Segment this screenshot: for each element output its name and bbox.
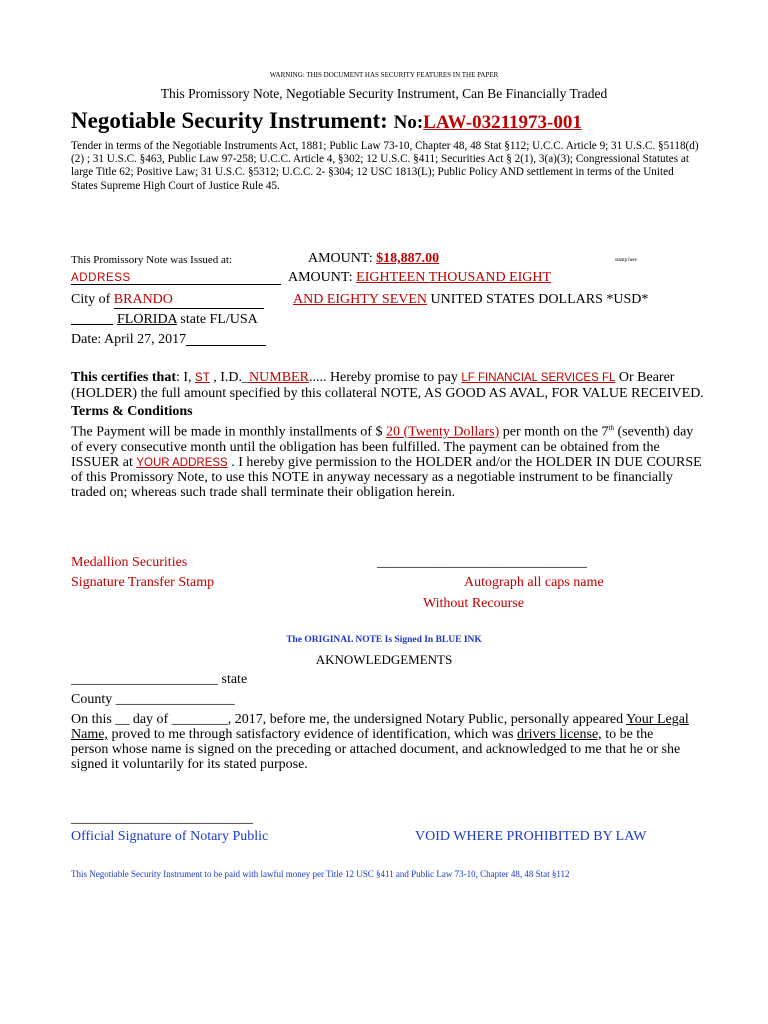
notary-line-4: signed it voluntarily for its stated purpose. — [71, 757, 308, 772]
date-underline — [186, 345, 266, 346]
issuer-address-inline: YOUR ADDRESS — [136, 457, 228, 469]
medallion-label: Medallion Securities — [71, 555, 188, 570]
amount-words-2: AND EIGHTY SEVEN — [293, 292, 428, 307]
certify-text-4: Or Bearer — [615, 370, 675, 385]
terms-text-4: ISSUER at — [71, 455, 137, 470]
amount-label: AMOUNT: — [308, 251, 377, 266]
county-blank-line: County _________________ — [71, 692, 235, 707]
terms-line-5: traded on; whereas such trade shall terminate their obligation herein. — [71, 485, 456, 500]
id-number: NUMBER — [249, 370, 309, 385]
certify-line-2: (HOLDER) the full amount specified by this collateral NOTE, AS GOOD AS AVAL, FOR VALUE RECEIVED. — [71, 386, 704, 401]
certify-text-1: : I, — [175, 370, 196, 385]
title-text: Negotiable Security Instrument: — [71, 108, 388, 133]
issue-date-text: Date: April 27, 2017 — [71, 332, 187, 347]
payee-name: LF FINANCIAL SERVICES FL — [461, 372, 616, 384]
currency-label: UNITED STATES DOLLARS *USD* — [427, 292, 649, 307]
state-value: FLORIDA — [117, 312, 177, 327]
day-suffix: th — [608, 424, 614, 432]
notary-text-2: proved to me through satisfactory evidence of identification, which was — [107, 727, 517, 742]
installment-amount: 20 (Twenty Dollars) — [385, 424, 500, 440]
footer-lawful-money: This Negotiable Security Instrument to be paid with lawful money per Title 12 USC §411 and Public Law 73-10, Chapter 48, 48 Stat §112 — [71, 869, 570, 879]
state-line — [71, 312, 258, 328]
issued-at-label: This Promissory Note was Issued at: — [71, 254, 233, 266]
stamp-here-label: stamp here — [615, 258, 637, 263]
notary-text-3: to be the — [601, 727, 654, 742]
state-suffix: state FL/USA — [176, 312, 258, 327]
terms-line-4: of this Promissory Note, to use this NOTE in anyway necessary as a negotiable instrument to be financially — [71, 470, 673, 485]
terms-line-1 — [71, 424, 693, 441]
terms-text-5: . I hereby give permission to the HOLDER and/or the HOLDER IN DUE COURSE — [227, 455, 702, 470]
notary-line-1 — [71, 712, 689, 728]
amount-value: $18,887.00 — [376, 251, 440, 266]
notary-line-2 — [71, 727, 653, 743]
terms-text-1: The Payment will be made in monthly installments of $ — [71, 424, 386, 440]
notary-signature-line: __________________________ — [71, 811, 253, 826]
void-notice: VOID WHERE PROHIBITED BY LAW — [415, 829, 647, 844]
city-value: BRANDO — [114, 292, 264, 309]
city-label: City of — [71, 292, 114, 307]
autograph-line: ______________________________ — [377, 555, 587, 570]
blue-ink-note: The ORIGINAL NOTE Is Signed In BLUE INK — [286, 635, 482, 645]
terms-heading: Terms & Conditions — [71, 404, 193, 419]
certify-lead: This certifies that — [71, 370, 176, 385]
terms-line-3 — [71, 455, 702, 471]
amount-line-3 — [293, 292, 648, 308]
notary-text-1: On this __ day of ________, 2017, before me, the undersigned Notary Public, personally appeared — [71, 712, 627, 727]
id-type: drivers license, — [516, 727, 602, 742]
certify-line — [71, 370, 674, 386]
city-line — [71, 292, 264, 309]
amount-line-2 — [288, 270, 551, 286]
state-blank: ______ — [71, 312, 113, 327]
legal-name-1: Your Legal — [626, 712, 689, 727]
security-warning: WARNING: THIS DOCUMENT HAS SECURITY FEATURES IN THE PAPER — [269, 71, 499, 79]
recourse-label: Without Recourse — [423, 596, 524, 611]
terms-text-2: per month on the — [499, 424, 602, 440]
instrument-number: LAW-03211973-001 — [423, 112, 582, 133]
issuer-address: ADDRESS — [71, 272, 281, 285]
amount-words-label: AMOUNT: — [288, 270, 357, 285]
notary-signature-label: Official Signature of Notary Public — [71, 829, 269, 844]
state-blank-line: _____________________ state — [71, 672, 248, 687]
certify-text-2: , I.D._ — [209, 370, 250, 385]
certifier-name: ST — [195, 372, 210, 384]
terms-line-2: of every consecutive month until the obligation has been fulfilled. The payment can be obtained from the — [71, 440, 660, 455]
certify-text-3: ..... Hereby promise to pay — [308, 370, 462, 385]
amount-words-1: EIGHTEEN THOUSAND EIGHT — [356, 270, 552, 285]
document-subtitle: This Promissory Note, Negotiable Security Instrument, Can Be Financially Traded — [160, 86, 608, 101]
acknowledgements-heading: AKNOWLEDGEMENTS — [315, 652, 453, 667]
autograph-label: Autograph all caps name — [464, 575, 604, 590]
transfer-stamp-label: Signature Transfer Stamp — [71, 575, 215, 590]
document-title — [71, 108, 582, 134]
notary-line-3: person whose name is signed on the preceding or attached document, and acknowledged to me that he or she — [71, 742, 681, 757]
day-number: 7 — [601, 424, 609, 440]
tender-statement: Tender in terms of the Negotiable Instruments Act, 1881; Public Law 73-10, Chapter 48, 48 Stat §112; U.C.C. Article 9; 31 U.S.C. §5118(d)(2) ; 31 U.S.C. §463, Public Law 97-258; U.C.C. Article 4, §302; 12 U.S.C. §411; Securities Act § 2(1), 3(a)(3); Congressional Statutes at large Title 62; Positive Law; 31 U.S.C. §5312; U.C.C. 2- §304; 12 USC 1813(L); Public Policy AND settlement in terms of the United States Supreme High Court of Justice Rule 45. — [71, 140, 699, 192]
number-label: No: — [393, 112, 424, 133]
terms-text-3: (seventh) day — [614, 424, 694, 440]
amount-line-1 — [308, 251, 439, 267]
legal-name-2: Name, — [71, 727, 108, 742]
